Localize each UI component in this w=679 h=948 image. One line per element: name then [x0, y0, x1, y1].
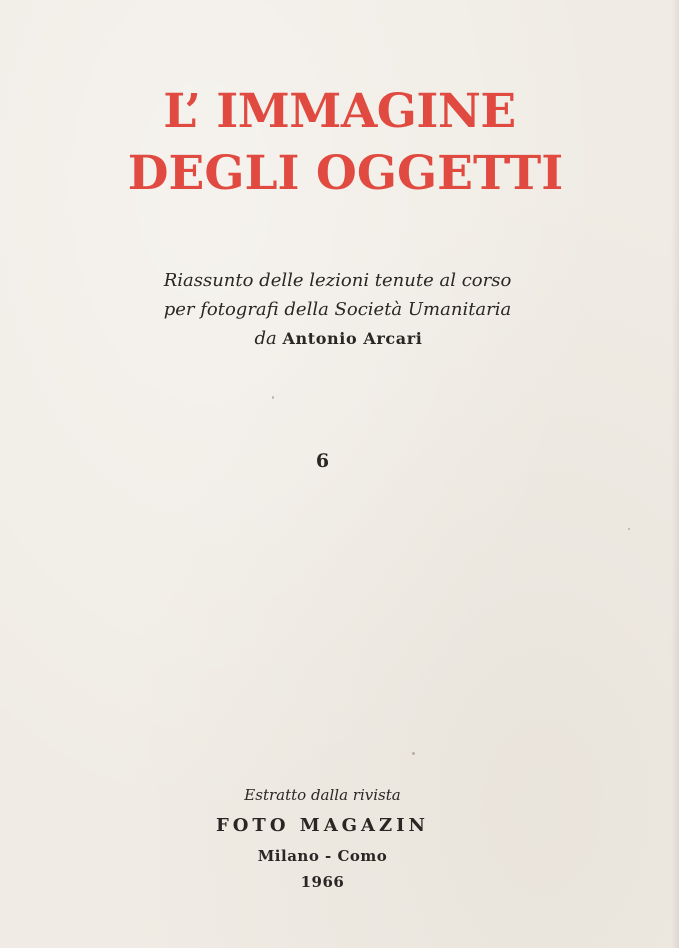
author-line — [0, 328, 678, 349]
author-prefix: da — [254, 328, 277, 349]
subtitle-line-1: Riassunto delle lezioni tenute al corso — [163, 270, 512, 291]
book-title-line-1: L’ IMMAGINE — [163, 84, 516, 139]
volume-number: 6 — [315, 450, 330, 472]
paper-speck — [628, 528, 630, 530]
paper-speck — [272, 396, 274, 399]
book-title-line-2: DEGLI OGGETTI — [127, 146, 564, 201]
publisher-city: Milano - Como — [257, 847, 388, 865]
author-name: Antonio Arcari — [282, 329, 423, 348]
publication-year: 1966 — [300, 873, 345, 891]
paper-speck — [412, 752, 415, 755]
extract-note: Estratto dalla rivista — [244, 786, 401, 804]
magazine-name: FOTO MAGAZIN — [215, 815, 430, 836]
subtitle-line-2: per fotografi della Società Umanitaria — [163, 299, 512, 320]
